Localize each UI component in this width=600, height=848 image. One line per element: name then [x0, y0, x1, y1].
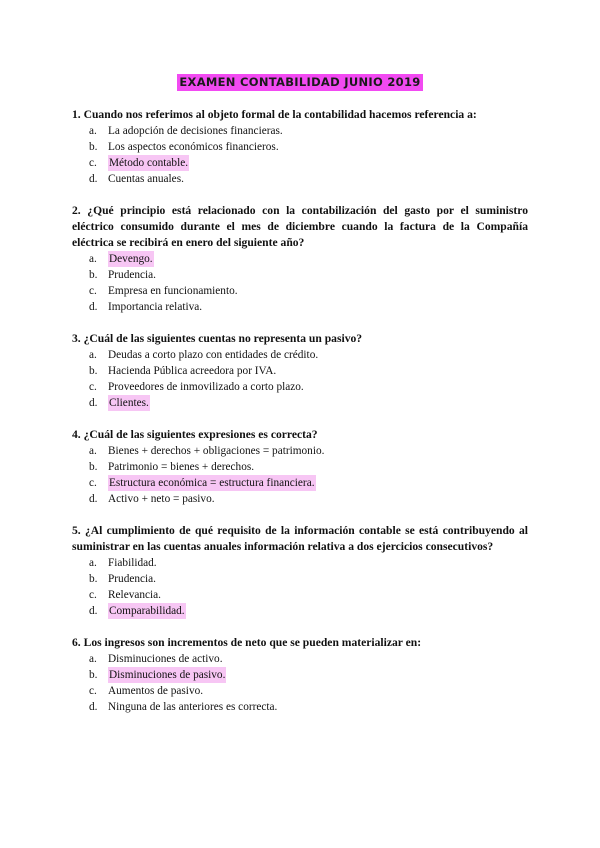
- question-text: 2. ¿Qué principio está relacionado con la contabilización del gasto por el suministro eléctrico consumido durante el mes de diciembre cuando la factura de la Compañía eléctrica se recibirá en enero del siguiente año?: [72, 204, 528, 249]
- question-text: 5. ¿Al cumplimiento de qué requisito de la información contable se está contribuyendo al suministrar en las cuentas anuales información relativa a dos ejercicios consecutivos?: [72, 524, 528, 553]
- option-item: [72, 139, 528, 155]
- option-letter: a.: [89, 557, 97, 569]
- option-list: [72, 123, 528, 187]
- option-letter: c.: [89, 589, 97, 601]
- question-text: 3. ¿Cuál de las siguientes cuentas no representa un pasivo?: [72, 332, 363, 345]
- option-item: [72, 395, 528, 411]
- question-text: 4. ¿Cuál de las siguientes expresiones es correcta?: [72, 428, 318, 441]
- option-text: Estructura económica = estructura financiera.: [109, 477, 315, 489]
- option-text: Prudencia.: [108, 269, 156, 281]
- option-letter: b.: [89, 573, 98, 585]
- option-letter: d.: [89, 173, 98, 185]
- option-item: [72, 299, 528, 315]
- question-1: [72, 107, 528, 187]
- question-2: [72, 203, 528, 315]
- option-text: Cuentas anuales.: [108, 173, 184, 185]
- option-item: [72, 667, 528, 683]
- option-item: [72, 267, 528, 283]
- option-text: Empresa en funcionamiento.: [108, 285, 238, 297]
- option-letter: a.: [89, 653, 97, 665]
- option-text: La adopción de decisiones financieras.: [108, 125, 283, 137]
- option-text: Hacienda Pública acreedora por IVA.: [108, 365, 277, 377]
- option-item: [72, 155, 528, 171]
- option-item: [72, 491, 528, 507]
- option-text: Bienes + derechos + obligaciones = patrimonio.: [108, 445, 325, 457]
- option-letter: b.: [89, 461, 98, 473]
- option-letter: d.: [89, 397, 98, 409]
- option-letter: d.: [89, 493, 98, 505]
- option-text: Prudencia.: [108, 573, 156, 585]
- option-letter: b.: [89, 269, 98, 281]
- option-letter: d.: [89, 605, 98, 617]
- option-letter: a.: [89, 125, 97, 137]
- option-letter: b.: [89, 141, 98, 153]
- option-item: [72, 347, 528, 363]
- option-text: Ninguna de las anteriores es correcta.: [108, 701, 278, 713]
- option-letter: a.: [89, 445, 97, 457]
- option-letter: c.: [89, 157, 97, 169]
- option-text: Disminuciones de activo.: [108, 653, 223, 665]
- option-letter: c.: [89, 477, 97, 489]
- option-list: [72, 347, 528, 411]
- option-item: [72, 571, 528, 587]
- option-item: [72, 283, 528, 299]
- question-4: [72, 427, 528, 507]
- option-letter: b.: [89, 365, 98, 377]
- option-item: [72, 587, 528, 603]
- option-text: Comparabilidad.: [109, 605, 185, 617]
- option-text: Método contable.: [109, 157, 189, 169]
- option-item: [72, 603, 528, 619]
- title-wrap: [0, 73, 600, 91]
- option-item: [72, 475, 528, 491]
- option-letter: d.: [89, 301, 98, 313]
- option-list: [72, 651, 528, 715]
- question-3: [72, 331, 528, 411]
- option-item: [72, 699, 528, 715]
- question-5: [72, 523, 528, 619]
- option-item: [72, 459, 528, 475]
- question-text: 6. Los ingresos son incrementos de neto que se pueden materializar en:: [72, 636, 422, 649]
- option-text: Aumentos de pasivo.: [108, 685, 204, 697]
- option-letter: b.: [89, 669, 98, 681]
- option-item: [72, 363, 528, 379]
- option-item: [72, 379, 528, 395]
- option-text: Devengo.: [109, 253, 153, 265]
- option-item: [72, 555, 528, 571]
- question-6: [72, 635, 528, 715]
- option-item: [72, 171, 528, 187]
- option-text: Relevancia.: [108, 589, 162, 601]
- option-letter: c.: [89, 685, 97, 697]
- option-text: Patrimonio = bienes + derechos.: [108, 461, 255, 473]
- option-item: [72, 443, 528, 459]
- option-letter: a.: [89, 253, 97, 265]
- question-text: 1. Cuando nos referimos al objeto formal de la contabilidad hacemos referencia a:: [72, 108, 477, 121]
- option-text: Fiabilidad.: [108, 557, 157, 569]
- option-text: Los aspectos económicos financieros.: [108, 141, 279, 153]
- option-letter: c.: [89, 381, 97, 393]
- option-letter: a.: [89, 349, 97, 361]
- option-text: Clientes.: [109, 397, 149, 409]
- option-letter: d.: [89, 701, 98, 713]
- option-text: Deudas a corto plazo con entidades de crédito.: [108, 349, 319, 361]
- option-text: Importancia relativa.: [108, 301, 203, 313]
- option-text: Proveedores de inmovilizado a corto plazo.: [108, 381, 304, 393]
- option-text: Activo + neto = pasivo.: [108, 493, 215, 505]
- option-item: [72, 123, 528, 139]
- option-item: [72, 683, 528, 699]
- option-item: [72, 251, 528, 267]
- option-list: [72, 555, 528, 619]
- option-list: [72, 443, 528, 507]
- exam-title: EXAMEN CONTABILIDAD JUNIO 2019: [179, 75, 421, 89]
- option-letter: c.: [89, 285, 97, 297]
- option-list: [72, 251, 528, 315]
- option-text: Disminuciones de pasivo.: [109, 669, 226, 681]
- option-item: [72, 651, 528, 667]
